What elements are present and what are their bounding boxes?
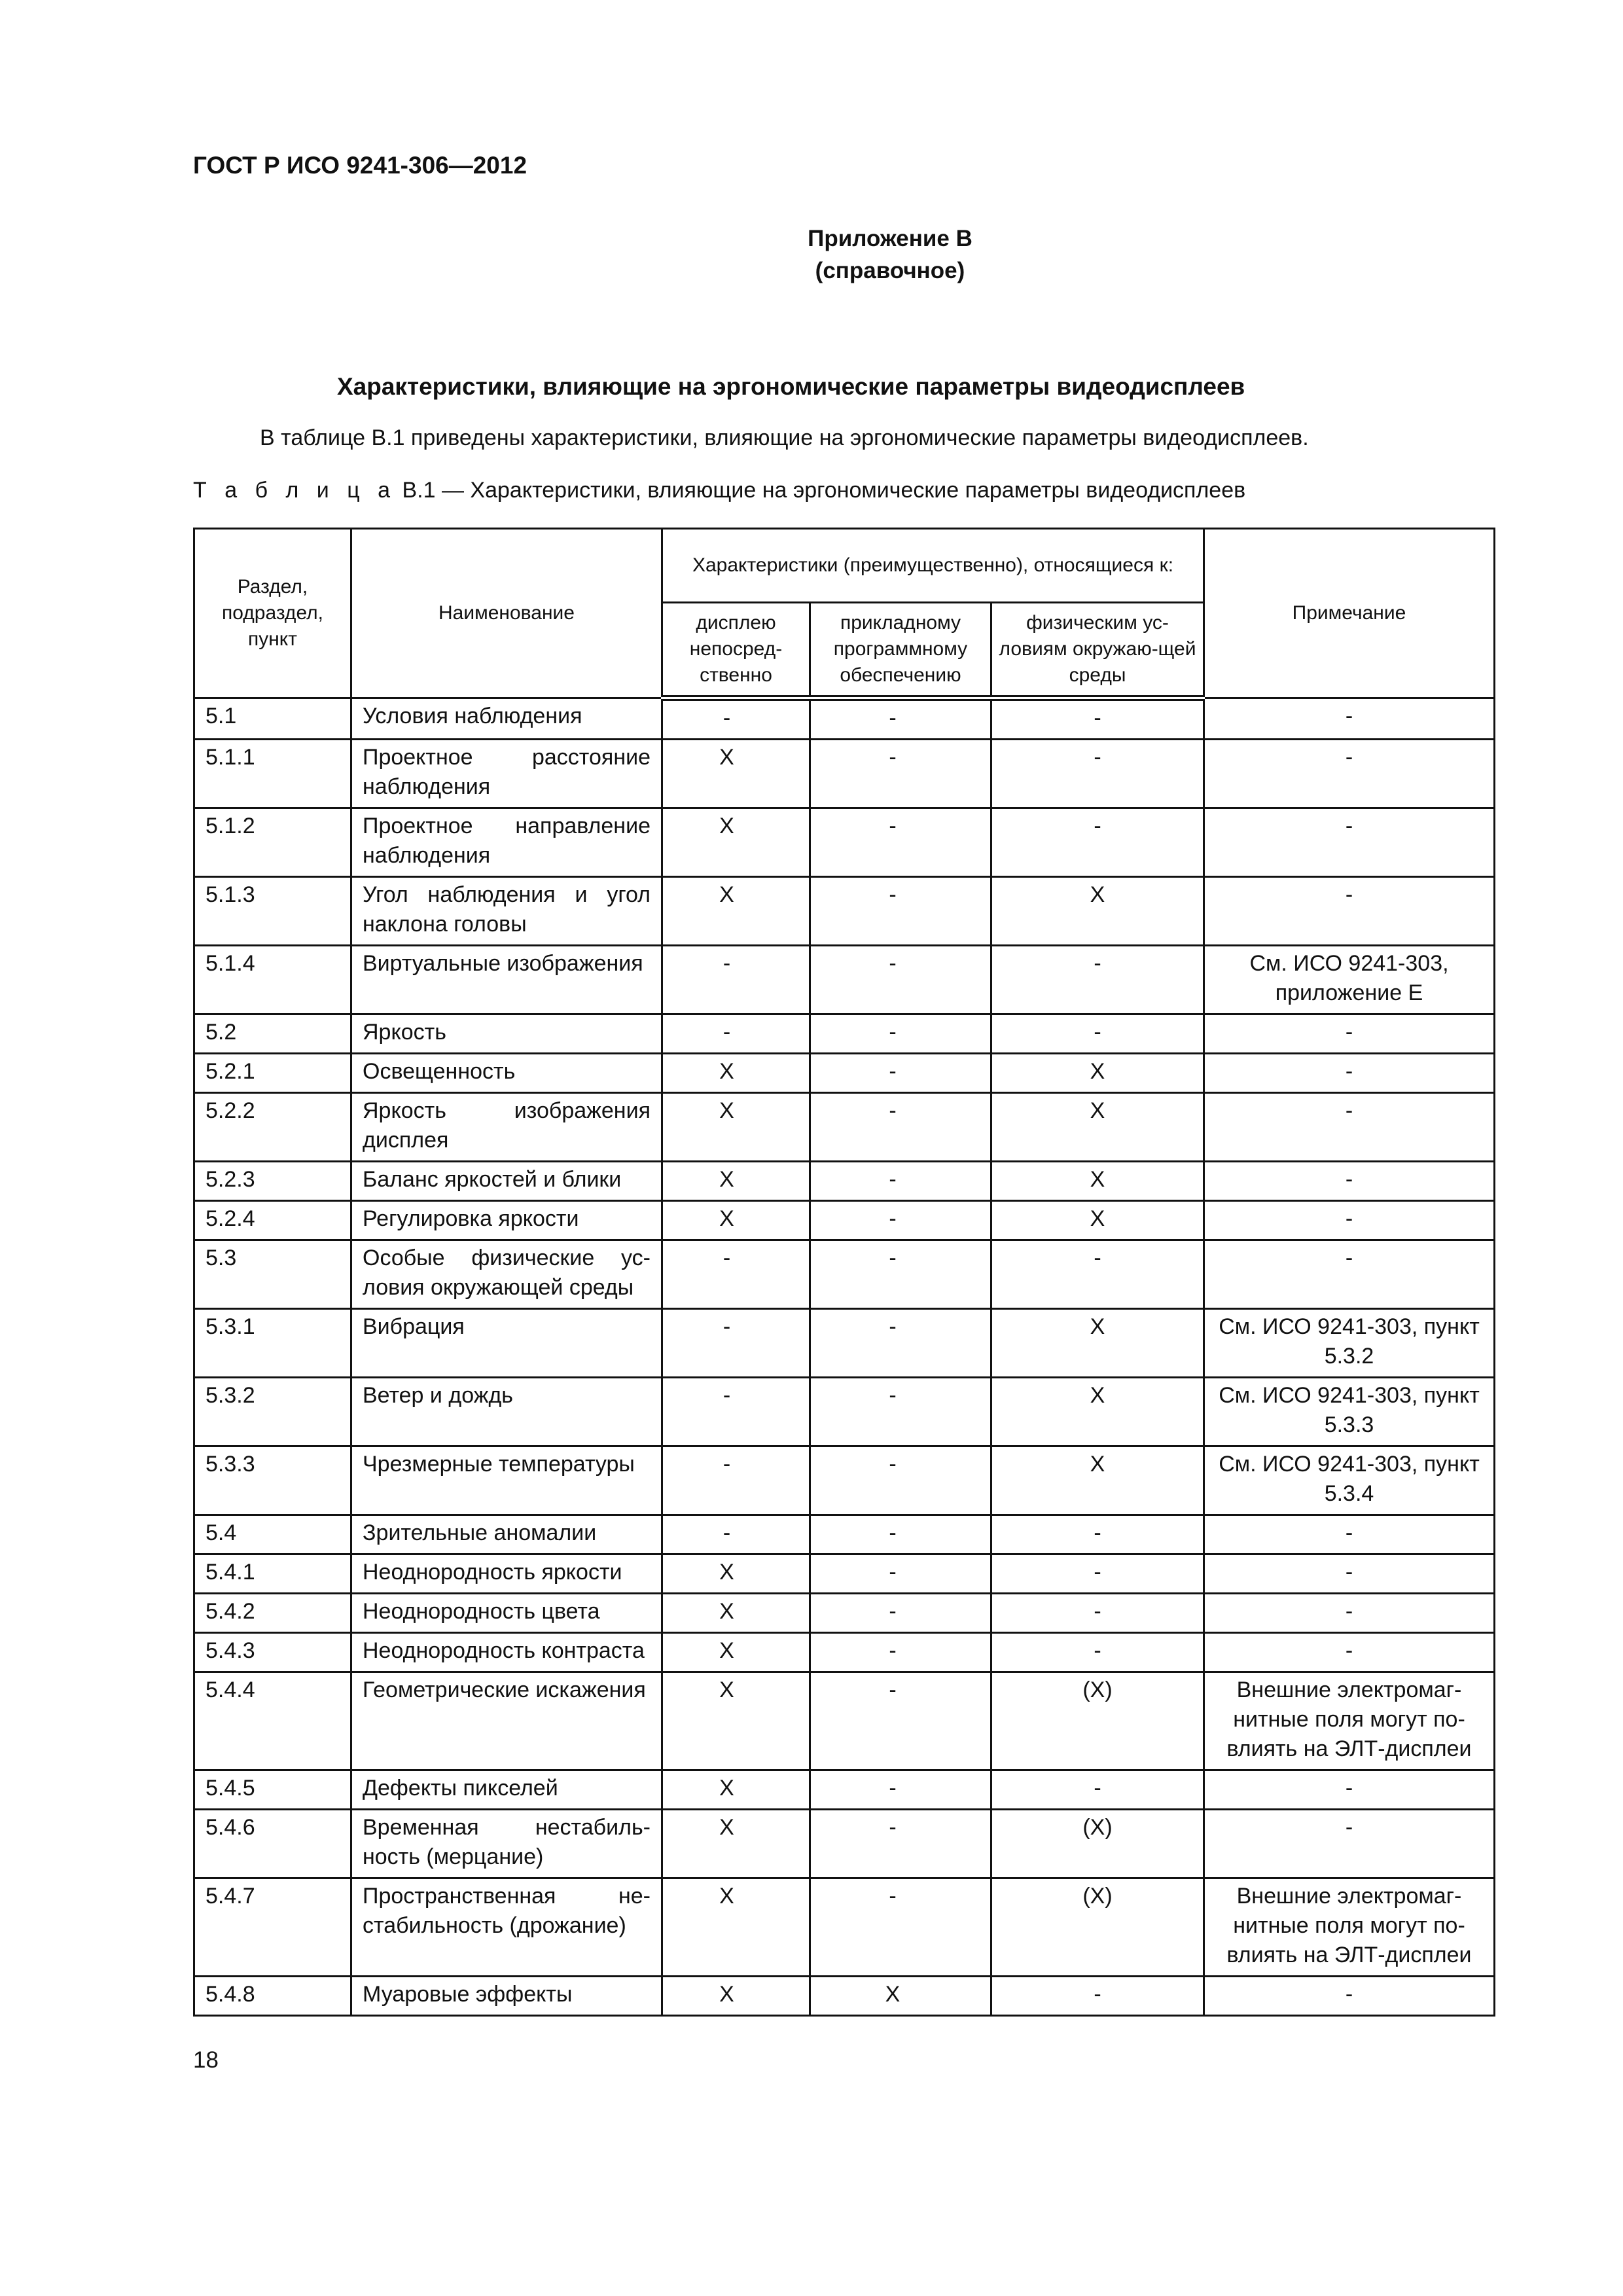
cell-name: Пространственная не-стабильность (дрожание) — [351, 1878, 662, 1977]
table-body — [194, 698, 1495, 2016]
cell-environment: X — [991, 1162, 1204, 1201]
cell-display: X — [662, 1672, 810, 1770]
cell-note: - — [1204, 1554, 1495, 1594]
cell-name: Условия наблюдения — [351, 698, 662, 740]
cell-environment: - — [991, 1240, 1204, 1309]
cell-section-code: 5.3.1 — [194, 1309, 351, 1378]
cell-software: - — [810, 1515, 991, 1554]
table-row — [194, 1810, 1495, 1878]
cell-note: - — [1204, 1014, 1495, 1054]
cell-display: X — [662, 1878, 810, 1977]
table-row — [194, 1054, 1495, 1093]
cell-name: Яркость изображения дисплея — [351, 1093, 662, 1162]
table-row — [194, 1201, 1495, 1240]
cell-display: X — [662, 740, 810, 808]
characteristics-table — [193, 528, 1495, 2017]
table-row — [194, 740, 1495, 808]
table-row — [194, 1162, 1495, 1201]
cell-display: - — [662, 1309, 810, 1378]
cell-environment: X — [991, 877, 1204, 946]
cell-name: Неоднородность контраста — [351, 1633, 662, 1672]
cell-section-code: 5.2.2 — [194, 1093, 351, 1162]
cell-display: X — [662, 1201, 810, 1240]
cell-software: - — [810, 1446, 991, 1515]
cell-software: - — [810, 1594, 991, 1633]
header-display: дисплею непосред-ственно — [662, 603, 810, 698]
cell-environment: - — [991, 1515, 1204, 1554]
cell-note: - — [1204, 877, 1495, 946]
cell-section-code: 5.4.6 — [194, 1810, 351, 1878]
header-name: Наименование — [351, 529, 662, 698]
cell-note: Внешние электромаг-нитные поля могут по-влиять на ЭЛТ-дисплеи — [1204, 1878, 1495, 1977]
cell-software: - — [810, 1378, 991, 1446]
cell-display: X — [662, 1594, 810, 1633]
header-section: Раздел, подраздел, пункт — [194, 529, 351, 698]
cell-name: Яркость — [351, 1014, 662, 1054]
cell-environment: - — [991, 1014, 1204, 1054]
cell-note: - — [1204, 1240, 1495, 1309]
cell-software: - — [810, 1554, 991, 1594]
table-row — [194, 808, 1495, 877]
cell-software: - — [810, 1810, 991, 1878]
cell-environment: X — [991, 1093, 1204, 1162]
cell-software: - — [810, 808, 991, 877]
header-software: прикладному программному обеспечению — [810, 603, 991, 698]
cell-name: Неоднородность цвета — [351, 1594, 662, 1633]
table-row — [194, 1594, 1495, 1633]
appendix-heading — [0, 223, 1623, 287]
cell-section-code: 5.1.2 — [194, 808, 351, 877]
cell-name: Регулировка яркости — [351, 1201, 662, 1240]
cell-note: - — [1204, 808, 1495, 877]
header-environment: физическим ус-ловиям окружаю-щей среды — [991, 603, 1204, 698]
table-row — [194, 1554, 1495, 1594]
header-note: Примечание — [1204, 529, 1495, 698]
cell-software: - — [810, 946, 991, 1014]
cell-note: Внешние электромаг-нитные поля могут по-влиять на ЭЛТ-дисплеи — [1204, 1672, 1495, 1770]
cell-environment: X — [991, 1201, 1204, 1240]
cell-environment: X — [991, 1054, 1204, 1093]
cell-note: - — [1204, 1594, 1495, 1633]
cell-display: - — [662, 1014, 810, 1054]
cell-note: - — [1204, 1810, 1495, 1878]
cell-section-code: 5.3 — [194, 1240, 351, 1309]
cell-software: - — [810, 1240, 991, 1309]
cell-software: - — [810, 1878, 991, 1977]
cell-display: - — [662, 1446, 810, 1515]
cell-note: - — [1204, 1093, 1495, 1162]
cell-name: Проектное направление наблюдения — [351, 808, 662, 877]
cell-name: Ветер и дождь — [351, 1378, 662, 1446]
table-row — [194, 1633, 1495, 1672]
cell-note: - — [1204, 1770, 1495, 1810]
cell-section-code: 5.4.7 — [194, 1878, 351, 1977]
cell-note: - — [1204, 698, 1495, 740]
cell-environment: - — [991, 1977, 1204, 2016]
table-row — [194, 1770, 1495, 1810]
cell-environment: - — [991, 740, 1204, 808]
cell-environment: - — [991, 1770, 1204, 1810]
cell-section-code: 5.2.1 — [194, 1054, 351, 1093]
cell-software: - — [810, 740, 991, 808]
cell-name: Геометрические искажения — [351, 1672, 662, 1770]
cell-section-code: 5.1.3 — [194, 877, 351, 946]
table-row — [194, 1446, 1495, 1515]
cell-display: - — [662, 698, 810, 740]
cell-section-code: 5.2.3 — [194, 1162, 351, 1201]
cell-note: - — [1204, 1162, 1495, 1201]
cell-section-code: 5.2 — [194, 1014, 351, 1054]
table-row — [194, 1977, 1495, 2016]
cell-software: X — [810, 1977, 991, 2016]
cell-environment: (X) — [991, 1810, 1204, 1878]
cell-note: См. ИСО 9241-303, приложение Е — [1204, 946, 1495, 1014]
cell-section-code: 5.2.4 — [194, 1201, 351, 1240]
table-row — [194, 698, 1495, 740]
table-row — [194, 1878, 1495, 1977]
cell-display: X — [662, 1093, 810, 1162]
table-row — [194, 1014, 1495, 1054]
cell-section-code: 5.1.4 — [194, 946, 351, 1014]
cell-section-code: 5.4.5 — [194, 1770, 351, 1810]
cell-section-code: 5.3.3 — [194, 1446, 351, 1515]
cell-environment: - — [991, 808, 1204, 877]
cell-software: - — [810, 1201, 991, 1240]
cell-name: Зрительные аномалии — [351, 1515, 662, 1554]
cell-section-code: 5.4 — [194, 1515, 351, 1554]
cell-software: - — [810, 1093, 991, 1162]
cell-software: - — [810, 1054, 991, 1093]
cell-software: - — [810, 698, 991, 740]
cell-software: - — [810, 877, 991, 946]
cell-section-code: 5.3.2 — [194, 1378, 351, 1446]
cell-display: X — [662, 1633, 810, 1672]
cell-environment: (X) — [991, 1878, 1204, 1977]
cell-display: X — [662, 1162, 810, 1201]
cell-note: - — [1204, 740, 1495, 808]
cell-note: См. ИСО 9241-303, пункт 5.3.4 — [1204, 1446, 1495, 1515]
table-row — [194, 1093, 1495, 1162]
cell-note: - — [1204, 1054, 1495, 1093]
cell-display: X — [662, 808, 810, 877]
table-row — [194, 1309, 1495, 1378]
cell-note: - — [1204, 1201, 1495, 1240]
cell-name: Чрезмерные температуры — [351, 1446, 662, 1515]
cell-note: - — [1204, 1977, 1495, 2016]
cell-section-code: 5.4.2 — [194, 1594, 351, 1633]
cell-software: - — [810, 1770, 991, 1810]
cell-display: X — [662, 1810, 810, 1878]
cell-environment: - — [991, 946, 1204, 1014]
intro-paragraph: В таблице В.1 приведены характеристики, влияющие на эргономические параметры видеодисплеев. — [260, 425, 1309, 450]
cell-name: Дефекты пикселей — [351, 1770, 662, 1810]
cell-environment: X — [991, 1309, 1204, 1378]
cell-name: Проектное расстояние наблюдения — [351, 740, 662, 808]
cell-environment: - — [991, 1594, 1204, 1633]
cell-name: Виртуальные изображения — [351, 946, 662, 1014]
table-row — [194, 877, 1495, 946]
table-container — [193, 528, 1495, 2017]
cell-name: Муаровые эффекты — [351, 1977, 662, 2016]
cell-section-code: 5.4.1 — [194, 1554, 351, 1594]
cell-software: - — [810, 1633, 991, 1672]
table-row — [194, 1672, 1495, 1770]
cell-environment: X — [991, 1446, 1204, 1515]
cell-display: - — [662, 946, 810, 1014]
cell-display: - — [662, 1240, 810, 1309]
cell-environment: X — [991, 1378, 1204, 1446]
page-number: 18 — [193, 2047, 219, 2073]
table-row — [194, 1378, 1495, 1446]
cell-display: X — [662, 877, 810, 946]
cell-note: См. ИСО 9241-303, пункт 5.3.3 — [1204, 1378, 1495, 1446]
table-row — [194, 1515, 1495, 1554]
cell-name: Угол наблюдения и угол наклона головы — [351, 877, 662, 946]
cell-display: X — [662, 1977, 810, 2016]
cell-section-code: 5.4.8 — [194, 1977, 351, 2016]
cell-environment: - — [991, 1554, 1204, 1594]
cell-display: X — [662, 1554, 810, 1594]
cell-name: Баланс яркостей и блики — [351, 1162, 662, 1201]
cell-environment: - — [991, 698, 1204, 740]
table-header — [194, 529, 1495, 698]
appendix-status: (справочное) — [815, 258, 965, 283]
cell-name: Временная нестабиль-ность (мерцание) — [351, 1810, 662, 1878]
cell-name: Неоднородность яркости — [351, 1554, 662, 1594]
cell-section-code: 5.4.4 — [194, 1672, 351, 1770]
table-caption — [193, 478, 1245, 503]
cell-name: Освещенность — [351, 1054, 662, 1093]
cell-note: - — [1204, 1633, 1495, 1672]
cell-display: - — [662, 1378, 810, 1446]
table-row — [194, 1240, 1495, 1309]
cell-software: - — [810, 1162, 991, 1201]
appendix-title: Приложение В — [808, 226, 972, 251]
header-group: Характеристики (преимущественно), относящиеся к: — [662, 529, 1204, 603]
cell-display: X — [662, 1054, 810, 1093]
cell-section-code: 5.1 — [194, 698, 351, 740]
document-header: ГОСТ Р ИСО 9241-306—2012 — [193, 152, 527, 179]
cell-software: - — [810, 1672, 991, 1770]
cell-display: - — [662, 1515, 810, 1554]
cell-display: X — [662, 1770, 810, 1810]
cell-note: - — [1204, 1515, 1495, 1554]
cell-section-code: 5.4.3 — [194, 1633, 351, 1672]
table-caption-text: В.1 — Характеристики, влияющие на эргономические параметры видеодисплеев — [396, 478, 1246, 503]
section-title: Характеристики, влияющие на эргономические параметры видеодисплеев — [337, 373, 1245, 400]
table-caption-prefix: Т а б л и ц а — [193, 478, 397, 503]
cell-note: См. ИСО 9241-303, пункт 5.3.2 — [1204, 1309, 1495, 1378]
table-row — [194, 946, 1495, 1014]
cell-software: - — [810, 1014, 991, 1054]
cell-environment: - — [991, 1633, 1204, 1672]
cell-section-code: 5.1.1 — [194, 740, 351, 808]
cell-environment: (X) — [991, 1672, 1204, 1770]
cell-name: Особые физические ус-ловия окружающей среды — [351, 1240, 662, 1309]
cell-software: - — [810, 1309, 991, 1378]
cell-name: Вибрация — [351, 1309, 662, 1378]
